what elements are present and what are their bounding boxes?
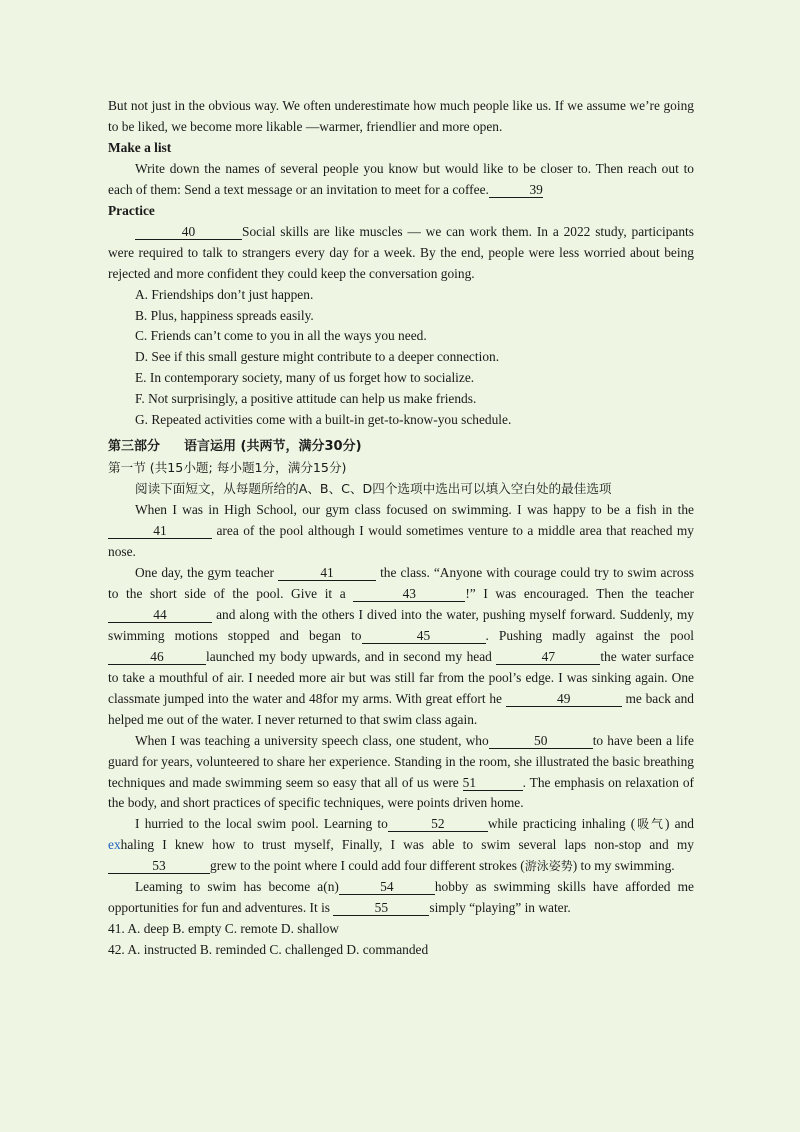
blank-43: 43 — [353, 586, 465, 602]
question-42: 42. A. instructed B. reminded C. challenged D. commanded — [108, 942, 429, 958]
option-d: D. See if this small gesture might contribute to a deeper connection. — [135, 349, 500, 365]
section-instruction: 阅读下面短文，从每题所给的A、B、C、D四个选项中选出可以填入空白处的最佳选项 — [135, 481, 612, 497]
option-f: F. Not surprisingly, a positive attitude can help us make friends. — [135, 391, 477, 407]
blank-45: 45 — [362, 628, 486, 644]
cloze-paragraph-5: Leaming to swim has become a(n) 54 hobby as swimming skills have afforded me opportunities for fun and adventures. It is 55 simply “playing” in water. — [108, 879, 694, 916]
blank-46: 46 — [108, 649, 206, 665]
cloze-paragraph-1: When I was in High School, our gym class focused on swimming. I was happy to be a fish in the 41 area of the pool although I would sometimes venture to a middle area that reached my nose. — [108, 502, 694, 560]
blank-55: 55 — [333, 900, 429, 916]
question-41: 41. A. deep B. empty C. remote D. shallow — [108, 921, 339, 937]
cloze-paragraph-2: One day, the gym teacher 41 the class. “Anyone with courage could try to swim across to the short side of the pool. Give it a 43 !” I was encouraged. Then the teacher 44 and along with the others I dived into the water, pushing myself forward. Suddenly, my swimming motions stopped and began to 45 . Pushing madly against the pool46 launched my body upwards, and in second my head 47 the water surface to take a mouthful of air. I needed more air but was still far from the pool’s edge. I was sinking again. One classmate jumped into the water and 48for my arms. With great effort he 49 me back and helped me out of the water. I never returned to that swim class again. — [108, 564, 695, 727]
section-subtitle: 第一节 (共15小题; 每小题1分，满分15分) — [108, 460, 347, 476]
document-page — [108, 96, 694, 961]
subheading-practice: Practice — [108, 202, 155, 218]
passage-paragraph-3: 40 Social skills are like muscles — we can work them. In a 2022 study, participants were required to talk to strangers every day for a week. By the end, people were less worried about being rejected and more confident they could keep the conversation going. — [108, 223, 694, 281]
blank-51: 51 — [463, 775, 523, 791]
section-title: 第三部分 语言运用 (共两节，满分30分) — [108, 439, 362, 455]
blank-49: 49 — [506, 691, 622, 707]
blank-44: 44 — [108, 607, 212, 623]
blank-52: 52 — [388, 816, 488, 832]
option-g: G. Repeated activities come with a built-in get-to-know-you schedule. — [135, 412, 512, 428]
blank-40: 40 — [135, 224, 242, 240]
passage-paragraph-1: But not just in the obvious way. We often underestimate how much people like us. If we assume we’re going to be liked, we become more likable —warmer, friendlier and more open. — [108, 98, 694, 134]
option-c: C. Friends can’t come to you in all the ways you need. — [135, 328, 427, 344]
cloze-paragraph-4: I hurried to the local swim pool. Learning to 52 while practicing inhaling (吸气) and exhaling I knew how to trust myself, Finally, I was able to swim several laps non-stop and my 53 grew to the point where I could add four different strokes (游泳姿势) to my swimming. — [108, 816, 694, 874]
blank-54: 54 — [339, 879, 435, 895]
blank-50: 50 — [489, 733, 593, 749]
blank-53: 53 — [108, 858, 210, 874]
blank-41a: 41 — [108, 523, 212, 539]
blank-39: 39 — [489, 182, 543, 198]
passage-paragraph-2: Write down the names of several people you know but would like to be closer to. Then reach out to each of them: Send a text message or an invitation to meet for a coffee. 39 — [108, 160, 694, 197]
cloze-paragraph-3: When I was teaching a university speech class, one student, who 50 to have been a life guard for years, volunteered to share her experience. Standing in the room, she illustrated the basic breathing techniques and made swimming seem so easy that all of us were 51 . The emphasis on relaxation of the body, and short practices of specific techniques, were points driven home. — [108, 732, 694, 811]
option-list — [108, 285, 694, 432]
blank-47: 47 — [496, 649, 600, 665]
blank-41b: 41 — [278, 565, 376, 581]
subheading-make-a-list: Make a list — [108, 139, 172, 155]
option-e: E. In contemporary society, many of us forget how to socialize. — [135, 370, 475, 386]
option-a: A. Friendships don’t just happen. — [135, 286, 314, 302]
option-b: B. Plus, happiness spreads easily. — [135, 307, 314, 323]
